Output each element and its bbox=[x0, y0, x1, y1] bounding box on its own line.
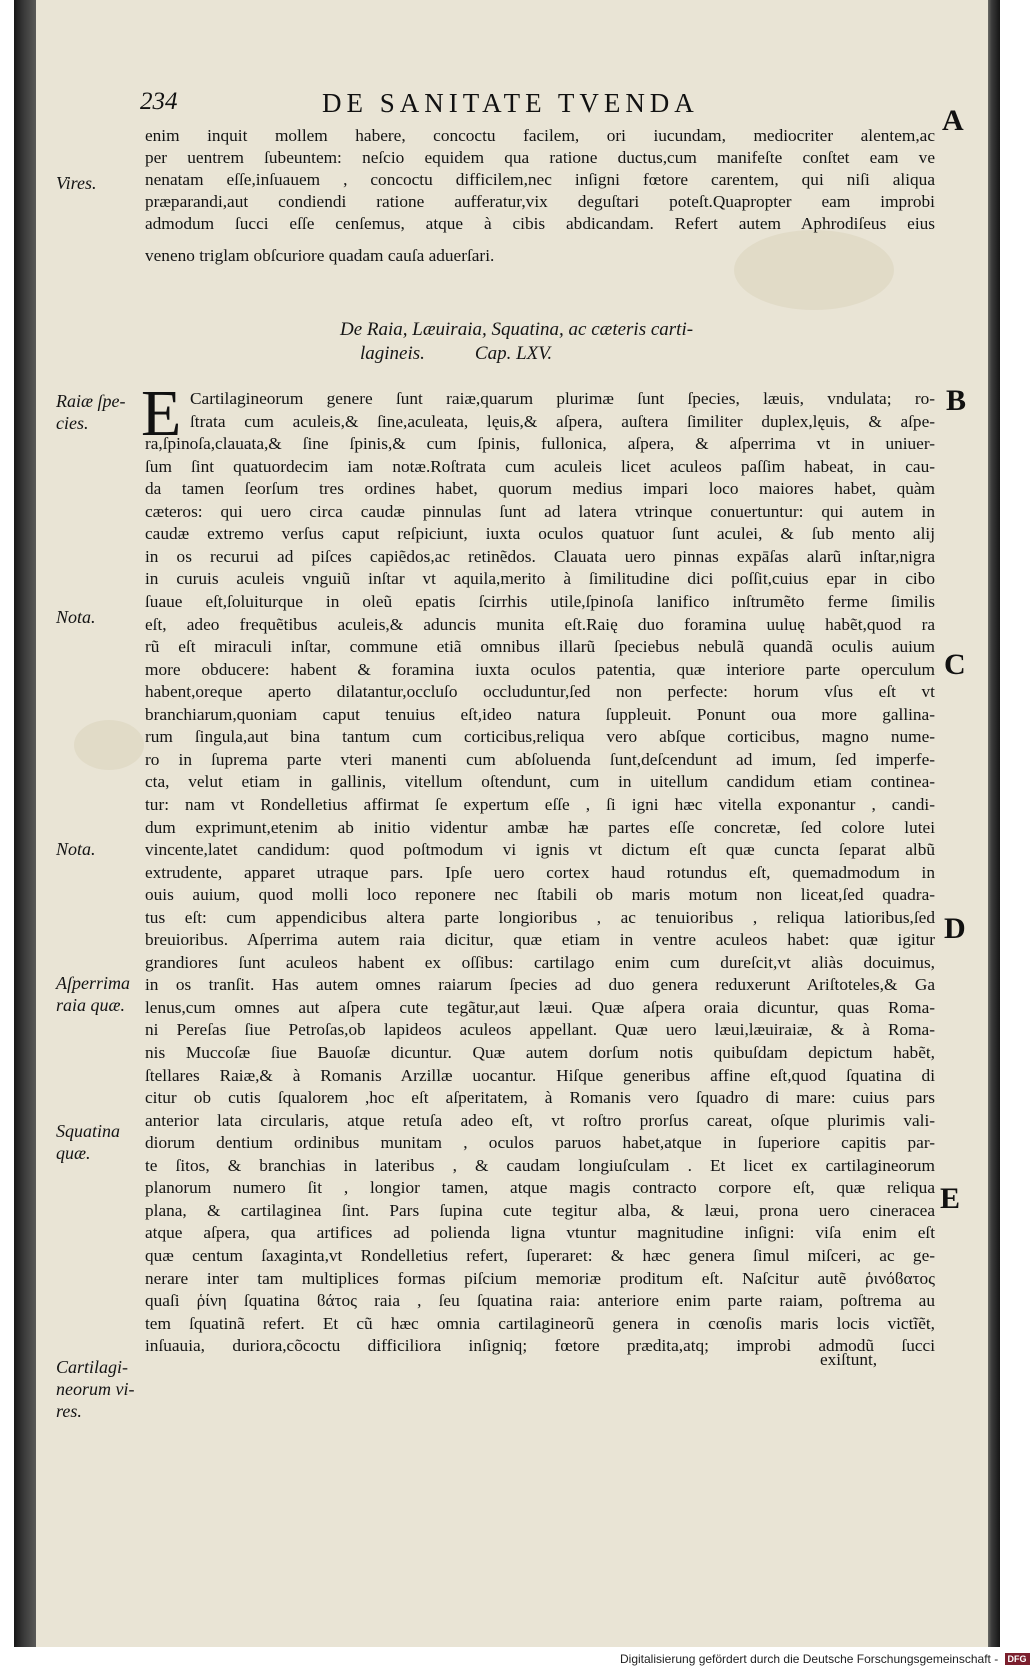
digitization-credit bbox=[620, 1652, 1030, 1666]
margin-note-line: cies. bbox=[56, 413, 89, 433]
chapter-line: cta, velut etiam in gallinis, vitellum oſtendunt, cum in uitellum candidum etiam continea- bbox=[145, 772, 935, 792]
paper-stain bbox=[74, 720, 144, 770]
chapter-number: Cap. LXV. bbox=[474, 343, 553, 364]
credit-text: Digitalisierung gefördert durch die Deutsche Forschungsgemeinschaft - bbox=[620, 1652, 999, 1666]
chapter-line: citur ob cutis ſqualorem ,hoc eſt aſperitatem, à Romanis vero ſquadro di mare: cuius pars bbox=[145, 1088, 935, 1108]
chapter-line: eſt, adeo frequẽtibus aculeis,& aduncis munita eſt.Raię duo foramina uuluę habẽt,quod ra bbox=[145, 614, 935, 634]
margin-note-line: Vires. bbox=[56, 173, 97, 193]
margin-note-raiae-species bbox=[56, 390, 144, 434]
section-letter-a: A bbox=[942, 104, 964, 137]
chapter-line: rum ſingula,aut bina tantum cum corticibus,reliqua vero abſque corticibus, magno nume- bbox=[145, 727, 935, 747]
chapter-line: vincente,latet candidum: quod poſtmodum vi ignis vt dictum eſt quæ cuncta ſeparat albũ bbox=[145, 840, 935, 859]
book-spine-shadow bbox=[14, 0, 36, 1647]
section-letter-c: C bbox=[944, 648, 966, 681]
chapter-line: dum exprimunt,etenim ab initio videntur ambæ hæ partes eſſe concretæ, ſed colore lutei bbox=[145, 817, 935, 837]
chapter-line: habent,oreque aperto dilatantur,occluſo occluduntur,ſed non perfecte: horum vſus eſt vt bbox=[145, 682, 935, 702]
chapter-line: tem ſquatinã refert. Et cũ hæc omnia cartilagineorũ genera in cœnoſis maris locis victĩẽt, bbox=[145, 1313, 935, 1333]
margin-note-line: Aſperrima bbox=[56, 973, 130, 993]
chapter-line: diorum dentium ordinibus munitam , oculos paruos habet,atque in ſuperiore capitis par- bbox=[145, 1133, 935, 1153]
section-letter-d: D bbox=[944, 912, 966, 945]
margin-note-line: Cartilagi- bbox=[56, 1357, 129, 1377]
chapter-line: inſuauia, duriora,cõcoctu difficiliora inſigniq; fœtore prædita,atq; improbi admodũ ſucci bbox=[145, 1336, 935, 1356]
margin-note-line: Nota. bbox=[56, 839, 96, 859]
margin-note-vires bbox=[56, 172, 144, 194]
chapter-line: nerare inter tam multiplices formas piſcium memoriæ proditum eſt. Naſcitur autẽ ῥινόϐατος bbox=[145, 1268, 935, 1288]
page-fore-edge bbox=[988, 0, 1000, 1647]
margin-note-line: raia quæ. bbox=[56, 995, 126, 1015]
chapter-title-line: De Raia, Læuiraia, Squatina, ac cæteris carti- bbox=[340, 319, 694, 340]
chapter-line: quaſi ῥίνη ſquatina ϐάτος raia , ſeu ſquatina raia: anteriore enim parte raiam, poſtrema au bbox=[145, 1291, 935, 1310]
section-letter-e: E bbox=[940, 1182, 961, 1215]
intro-line: per uentrem ſubeuntem: neſcio equidem qua ratione ductus,cum manifeſte conſtet eam ve bbox=[145, 148, 935, 167]
margin-note-cartilagineorum bbox=[56, 1356, 144, 1422]
chapter-line: more obducere: habent & foramina iuxta oculos patentia, quæ interiore parte operculum bbox=[145, 659, 935, 679]
chapter-line: ſum ſint quatuordecim iam notæ.Roſtrata cum aculeis licet aculeos paſſim habeat, in cau- bbox=[145, 456, 935, 476]
chapter-line: da tamen ſeorſum tres ordines habet, quorum medius impari loco maiores habet, quàm bbox=[145, 479, 935, 499]
chapter-line: cæteros: qui uero circa caudæ pinnulas ſunt ad latera vtrinque conuertuntur: qui autem in bbox=[145, 501, 935, 521]
margin-note-line: neorum vi- bbox=[56, 1379, 135, 1399]
margin-note-line: Nota. bbox=[56, 607, 96, 627]
margin-note-line: quæ. bbox=[56, 1143, 91, 1163]
chapter-title-line-2 bbox=[340, 342, 840, 366]
intro-line: veneno triglam obſcuriore quadam cauſa aduerſari. bbox=[145, 246, 495, 265]
chapter-line: anterior lata circularis, atque retuſa adeo eſt, vt roſtro prorſus careat, oſque plurimis vali- bbox=[145, 1110, 935, 1130]
chapter-line: tur: nam vt Rondelletius affirmat ſe expertum eſſe , ſi igni hæc vitella exponantur , candi- bbox=[145, 794, 935, 814]
chapter-line: tus eſt: cum appendicibus altera parte longioribus , ac tenuioribus , reliqua latioribus,ſed bbox=[145, 907, 935, 927]
page-number: 234 bbox=[140, 88, 178, 115]
margin-note-nota-2 bbox=[56, 838, 144, 860]
chapter-line: caudæ extremo verſus caput reſpiciunt, iuxta oculos quatuor ſunt aculei, & ſub mento alij bbox=[145, 524, 935, 544]
drop-cap: E bbox=[141, 377, 182, 450]
chapter-line: quæ centum ſaxaginta,vt Rondelletius refert, ſuperaret: & hæc genera ſimul miſceri, ac ge- bbox=[145, 1245, 935, 1265]
margin-note-nota-1 bbox=[56, 606, 144, 628]
chapter-line: ni Pereſas ſiue Petroſas,ob lapideos aculeos appellant. Quæ uero læui,læuiraiæ, & à Roma- bbox=[145, 1020, 935, 1040]
chapter-line: in curuis aculeis vnguiũ inſtar vt aquila,merito à ſimilitudine dici poſſit,cuius epar in cibo bbox=[145, 569, 935, 589]
chapter-line: nis Muccoſæ ſiue Bauoſæ dicuntur. Quæ autem dorſum notis quibuſdam depictum habẽt, bbox=[145, 1043, 935, 1062]
chapter-line: grandiores ſunt aculeos habent ex oſſibus: cartilago enim cum dureſcit,vt aliàs docuimus, bbox=[145, 952, 935, 972]
margin-note-line: Raiæ ſpe- bbox=[56, 391, 126, 411]
margin-note-line: res. bbox=[56, 1401, 82, 1421]
intro-line: nenatam eſſe,inſuauem , concoctu difficilem,nec inſigni fœtore carentem, qui niſi aliqua bbox=[145, 170, 935, 189]
chapter-line: in os tranſit. Has autem omnes raiarum ſpecies ad duo genera reduxerunt Ariſtoteles,& Ga bbox=[145, 975, 935, 995]
dfg-logo: DFG bbox=[1005, 1653, 1030, 1665]
chapter-line: plana, & cartilaginea ſint. Pars ſupina cute tegitur alba, & læui, prona uero cineracea bbox=[145, 1200, 935, 1220]
chapter-line: ſtrata cum aculeis,& ſine,aculeata, lęuis,& aſpera, auſtera ſimiliter duplex,lęuis, & aſpe- bbox=[190, 411, 935, 431]
chapter-heading bbox=[340, 318, 840, 366]
chapter-line: in os recurui ad piſces capiẽdos,ac retinẽdos. Clauata uero pinnas expāſas alarũ inſtar,nigra bbox=[145, 546, 935, 566]
margin-note-line: Squatina bbox=[56, 1121, 121, 1141]
page-header bbox=[140, 88, 780, 122]
chapter-line: ſuaue eſt,ſoluiturque in oleũ epatis ſcirrhis utile,ſpinoſa lanifico inſtrumẽto ferme ſimilis bbox=[145, 592, 935, 611]
chapter-line: breuioribus. Aſperrima autem raia dicitur, quæ etiam in ventre aculeos habet: quæ igitur bbox=[145, 930, 935, 950]
paper-stain bbox=[734, 230, 894, 310]
chapter-line: ouis auium, quod molli loco reponere nec ſtabili ob maris motum non liceat,ſed quadra- bbox=[145, 885, 935, 905]
chapter-line: ra,ſpinoſa,clauata,& ſine ſpinis,& cum ſpinis, fullonica, aſpera, & aſperrima vt in uniuer- bbox=[145, 434, 935, 454]
chapter-line: ro in ſuprema parte vteri manenti cum abſoluenda ſunt,deſcendunt ad imum, ſed imperfe- bbox=[145, 749, 935, 769]
chapter-line: extrudente, apparet utraque pars. Ipſe uero cortex haud rotundus eſt, quemadmodum in bbox=[145, 862, 935, 882]
chapter-line: atque aſpera, qua artifices ad polienda ligna vtuntur magnitudine inſigni: viſa enim eſt bbox=[145, 1223, 935, 1243]
margin-note-squatina bbox=[56, 1120, 144, 1164]
running-title: DE SANITATE TVENDA bbox=[322, 88, 699, 118]
chapter-line: te ſitos, & branchias in lateribus , & caudam longiuſculam . Et licet ex cartilagineorum bbox=[145, 1155, 935, 1175]
intro-line: præparandi,aut condiendi ratione aufferatur,vix deguſtari poteſt.Quapropter eam improbi bbox=[145, 192, 935, 211]
chapter-line: planorum numero ſit , longior tamen, atque magis contracto corpore eſt, quæ reliqua bbox=[145, 1178, 935, 1198]
intro-line: admodum ſucci eſſe cenſemus, atque à cibis abdicandam. Refert autem Aphrodiſeus eius bbox=[145, 214, 935, 233]
chapter-line: lenus,cum omnes aut aſpera cute tegãtur,aut læui. Quæ aſpera oraia dicuntur, quas Roma- bbox=[145, 997, 935, 1017]
chapter-line: Cartilagineorum genere ſunt raiæ,quarum plurimæ ſunt ſpecies, læuis, vndulata; ro- bbox=[190, 389, 935, 408]
chapter-line: rũ eſt miraculi inſtar, commune etiã omnibus illarũ ſpeciebus nebulã quandã oculis auium bbox=[145, 637, 935, 656]
catchword: exiſtunt, bbox=[820, 1350, 878, 1369]
margin-note-asperrima bbox=[56, 972, 144, 1016]
chapter-line: ſtellares Raiæ,& à Romanis Arzillæ uocantur. Hiſque generibus affine eſt,quod ſquatina di bbox=[145, 1065, 935, 1085]
section-letter-b: B bbox=[946, 384, 967, 417]
chapter-title-end: lagineis. bbox=[360, 343, 425, 364]
intro-line: enim inquit mollem habere, concoctu facilem, ori iucundam, mediocriter alentem,ac bbox=[145, 126, 935, 145]
chapter-line: branchiarum,quoniam caput tenuius eſt,ideo natura ſuppleuit. Ponunt oua more gallina- bbox=[145, 704, 935, 724]
